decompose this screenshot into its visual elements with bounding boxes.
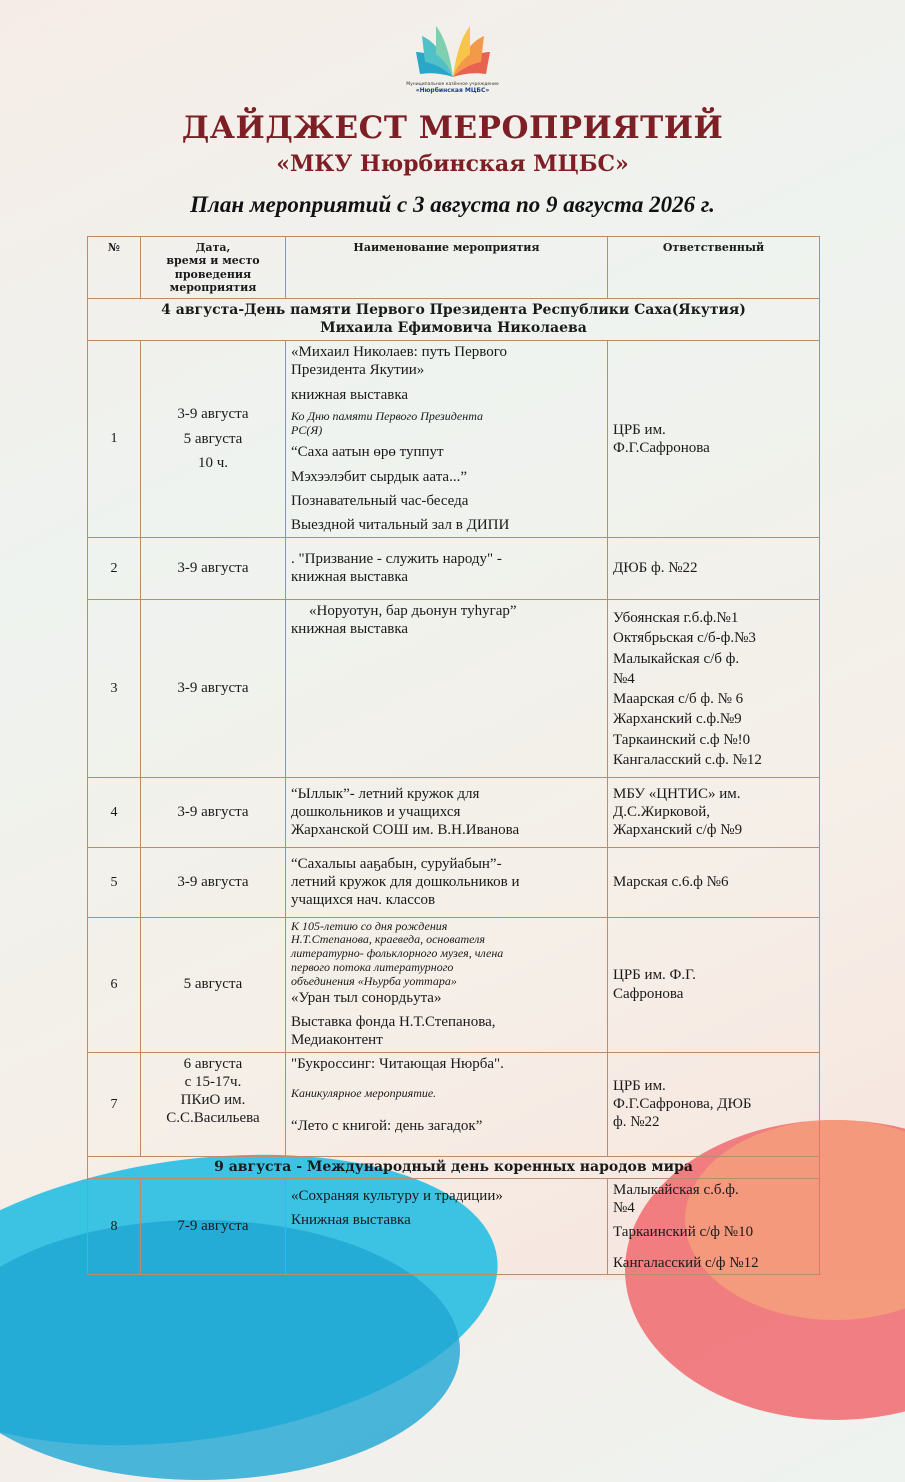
row-date: 5 августа bbox=[141, 917, 286, 1052]
row-num: 3 bbox=[88, 599, 141, 777]
col-header-responsible: Ответственный bbox=[608, 237, 820, 299]
row-responsible: ЦРБ им. Ф.Г.Сафронова, ДЮБ ф. №22 bbox=[608, 1052, 820, 1156]
row-responsible: Малыкайская с.б.ф. №4 Таркаинский с/ф №10 Кангаласский с/ф №12 bbox=[608, 1178, 820, 1274]
row-num: 5 bbox=[88, 847, 141, 917]
table-row bbox=[88, 777, 820, 847]
table-row bbox=[88, 1178, 820, 1274]
section-title: 9 августа - Международный день коренных народов мира bbox=[88, 1156, 820, 1178]
table-row bbox=[88, 537, 820, 599]
row-date: 3-9 августа bbox=[141, 777, 286, 847]
row-num: 4 bbox=[88, 777, 141, 847]
row-event: “Ыллык”- летний кружок для дошкольников и учащихся Жарханской СОШ им. В.Н.Иванова bbox=[286, 777, 608, 847]
row-event: К 105-летию со дня рождения Н.Т.Степанова, краеведа, основателя литературно- фольклорного музея, члена первого потока литературного объединения «Ньурба уоттара» «Уран тыл сонордьута» Выставка фонда Н.Т.Степанова, Медиаконтент bbox=[286, 917, 608, 1052]
row-date: 3-9 августа bbox=[141, 599, 286, 777]
row-num: 1 bbox=[88, 341, 141, 538]
row-responsible: Марская с.6.ф №6 bbox=[608, 847, 820, 917]
row-responsible: МБУ «ЦНТИС» им. Д.С.Жирковой, Жарханский с/ф №9 bbox=[608, 777, 820, 847]
col-header-name: Наименование мероприятия bbox=[286, 237, 608, 299]
library-logo bbox=[400, 22, 505, 102]
table-row bbox=[88, 917, 820, 1052]
row-num: 2 bbox=[88, 537, 141, 599]
row-date: 3-9 августа 5 августа 10 ч. bbox=[141, 341, 286, 538]
table-row bbox=[88, 847, 820, 917]
col-header-date: Дата, время и место проведения мероприятия bbox=[141, 237, 286, 299]
col-header-num: № bbox=[88, 237, 141, 299]
row-num: 6 bbox=[88, 917, 141, 1052]
row-date: 6 августа с 15-17ч. ПКиО им. С.С.Васильева bbox=[141, 1052, 286, 1156]
logo-org-line1: Муниципальное казённое учреждение bbox=[406, 82, 499, 87]
row-event: “Сахалыы ааҕабын, суруйабын”- летний кружок для дошкольников и учащихся нач. классов bbox=[286, 847, 608, 917]
section-row bbox=[88, 299, 820, 341]
row-date: 3-9 августа bbox=[141, 537, 286, 599]
row-responsible: ЦРБ им. Ф.Г. Сафронова bbox=[608, 917, 820, 1052]
table-row bbox=[88, 341, 820, 538]
logo-org-line2: «Нюрбинская МЦБС» bbox=[415, 87, 490, 94]
table-header-row bbox=[88, 237, 820, 299]
page-title: ДАЙДЖЕСТ МЕРОПРИЯТИЙ bbox=[181, 110, 724, 146]
row-date: 7-9 августа bbox=[141, 1178, 286, 1274]
section-row bbox=[88, 1156, 820, 1178]
row-date: 3-9 августа bbox=[141, 847, 286, 917]
row-responsible: ЦРБ им. Ф.Г.Сафронова bbox=[608, 341, 820, 538]
row-num: 7 bbox=[88, 1052, 141, 1156]
row-event: . "Призвание - служить народу" - книжная выставка bbox=[286, 537, 608, 599]
events-table bbox=[87, 236, 820, 1275]
row-responsible: ДЮБ ф. №22 bbox=[608, 537, 820, 599]
open-book-logo-icon bbox=[408, 22, 498, 82]
table-row bbox=[88, 599, 820, 777]
plan-period: План мероприятий с 3 августа по 9 августа 2026 г. bbox=[190, 192, 715, 217]
row-event: «Сохраняя культуру и традиции» Книжная выставка bbox=[286, 1178, 608, 1274]
row-event: «Норуотун, бар дьонун туһугар” книжная выставка bbox=[286, 599, 608, 777]
row-event: "Букроссинг: Читающая Нюрба". Каникулярное мероприятие. “Лето с книгой: день загадок” bbox=[286, 1052, 608, 1156]
page-subtitle: «МКУ Нюрбинская МЦБС» bbox=[276, 151, 629, 177]
section-title: 4 августа-День памяти Первого Президента Республики Саха(Якутия) Михаила Ефимовича Николаева bbox=[88, 299, 820, 341]
row-responsible: Убоянская г.б.ф.№1 Октябрьская с/б-ф.№3 Малыкайская с/б ф. №4 Маарская с/б ф. № 6 Жарханский с.ф.№9 Таркаинский с.ф №!0 Кангаласский с.ф. №12 bbox=[608, 599, 820, 777]
row-num: 8 bbox=[88, 1178, 141, 1274]
table-row bbox=[88, 1052, 820, 1156]
row-event: «Михаил Николаев: путь Первого Президента Якутии» книжная выставка Ко Дню памяти Первого Президента РС(Я) “Саха аатын өрө туппут Мэхээлэбит сырдык аата...” Познавательный час-беседа Выездной читальный зал в ДИПИ bbox=[286, 341, 608, 538]
